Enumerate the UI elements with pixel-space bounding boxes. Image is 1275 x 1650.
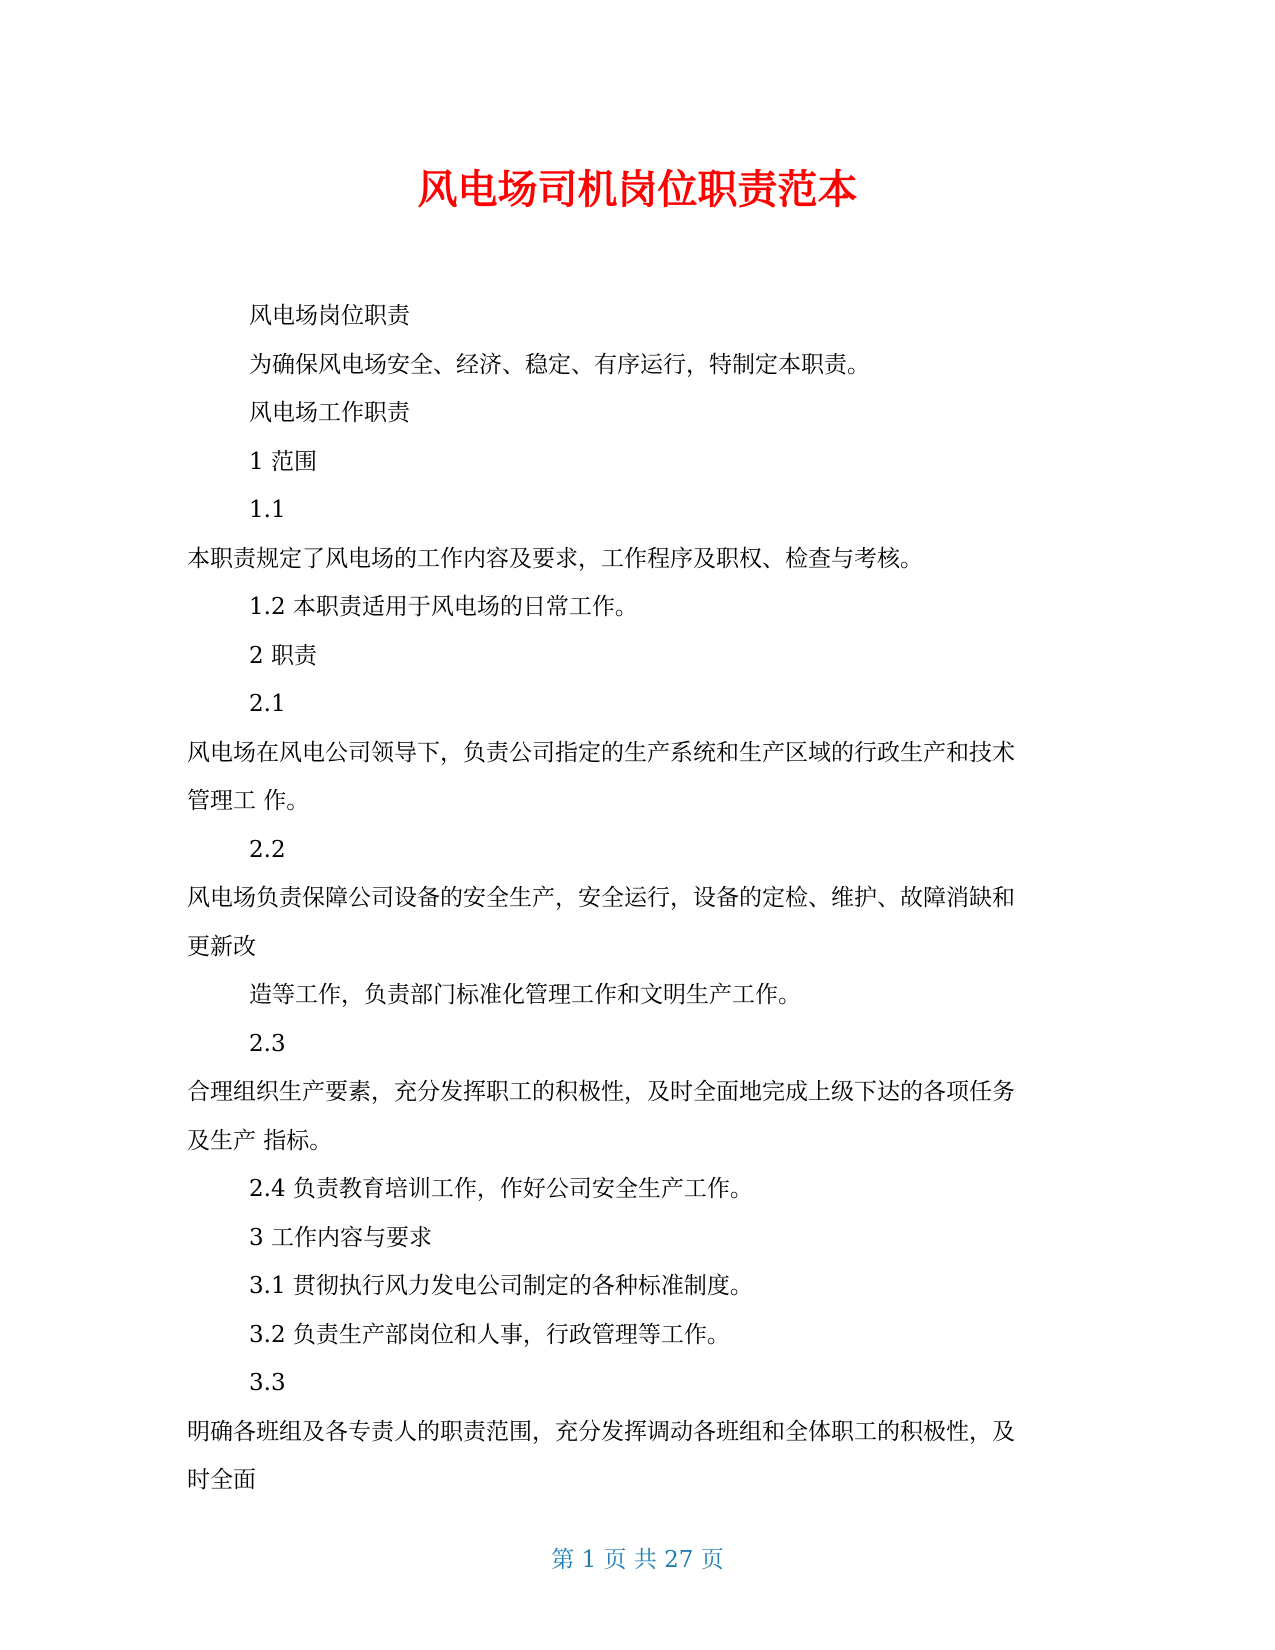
paragraph-line: 风电场负责保障公司设备的安全生产，安全运行，设备的定检、维护、故障消缺和 bbox=[187, 885, 1015, 911]
paragraph-line: 1.2 本职责适用于风电场的日常工作。 bbox=[249, 594, 638, 620]
paragraph-line: 为确保风电场安全、经济、稳定、有序运行，特制定本职责。 bbox=[249, 351, 870, 378]
paragraph-line: 合理组织生产要素，充分发挥职工的积极性，及时全面地完成上级下达的各项任务 bbox=[187, 1079, 1015, 1105]
document-body bbox=[187, 292, 1087, 1505]
paragraph-line: 更新改 bbox=[187, 933, 256, 960]
paragraph-line: 风电场工作职责 bbox=[249, 400, 410, 426]
document-title: 风电场司机岗位职责范本 bbox=[417, 167, 858, 213]
paragraph-line: 1.1 bbox=[249, 497, 286, 523]
paragraph-line: 风电场岗位职责 bbox=[249, 303, 410, 329]
paragraph-line: 2.2 bbox=[249, 836, 286, 863]
paragraph-line: 2.4 负责教育培训工作，作好公司安全生产工作。 bbox=[249, 1176, 753, 1202]
paragraph-line: 3.2 负责生产部岗位和人事，行政管理等工作。 bbox=[249, 1321, 730, 1348]
page-footer: 第 1 页 共 27 页 bbox=[551, 1547, 724, 1573]
paragraph-line: 风电场在风电公司领导下，负责公司指定的生产系统和生产区域的行政生产和技术 bbox=[187, 739, 1015, 766]
paragraph-line: 本职责规定了风电场的工作内容及要求，工作程序及职权、检查与考核。 bbox=[187, 545, 923, 572]
paragraph-line: 造等工作，负责部门标准化管理工作和文明生产工作。 bbox=[249, 982, 801, 1008]
paragraph-line: 管理工 作。 bbox=[187, 788, 310, 814]
paragraph-line: 3.1 贯彻执行风力发电公司制定的各种标准制度。 bbox=[249, 1273, 753, 1299]
paragraph-line: 3 工作内容与要求 bbox=[249, 1224, 432, 1251]
paragraph-line: 3.3 bbox=[249, 1370, 286, 1396]
paragraph-line: 明确各班组及各专责人的职责范围，充分发挥调动各班组和全体职工的积极性，及 bbox=[187, 1418, 1015, 1445]
paragraph-line: 及生产 指标。 bbox=[187, 1127, 333, 1154]
paragraph-line: 时全面 bbox=[187, 1467, 256, 1493]
paragraph-line: 2.1 bbox=[249, 691, 286, 717]
paragraph-line: 2.3 bbox=[249, 1030, 286, 1057]
paragraph-line: 1 范围 bbox=[249, 448, 317, 475]
paragraph-line: 2 职责 bbox=[249, 642, 317, 669]
